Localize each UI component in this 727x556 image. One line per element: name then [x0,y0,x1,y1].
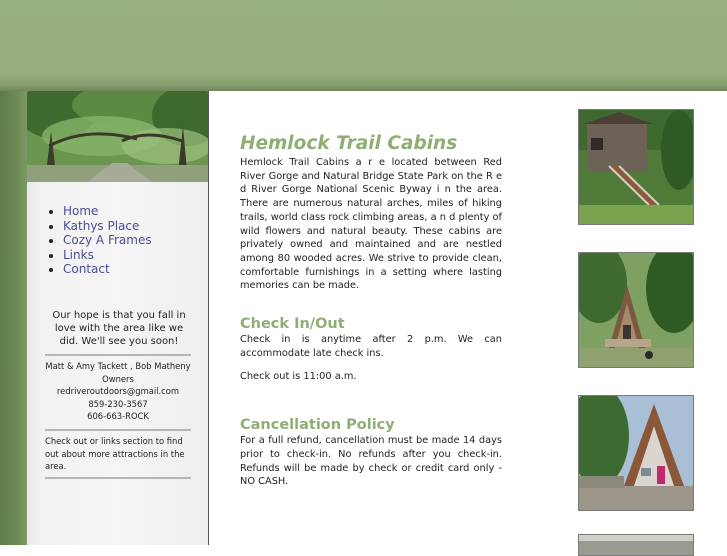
cancellation-heading: Cancellation Policy [240,417,395,434]
nav-item-cozy-a-frames [63,233,152,248]
nav-item-home [63,204,152,219]
cabin-photo[interactable] [578,395,694,511]
divider [45,354,191,356]
nav-item-links [63,248,152,263]
sidebar [27,91,209,545]
contact-email[interactable]: redriveroutdoors@gmail.com [56,386,180,397]
nav-link-kathys-place[interactable]: Kathys Place [63,218,140,233]
main-content [240,132,502,489]
intro-paragraph: Hemlock Trail Cabins a r e located between Red River Gorge and Natural Bridge State Park on the R e d River Gorge National Scenic Byway i n the area. There are numerous natural arches, miles of hiking trails, world class rock climbing areas, a n d plenty of wild flowers and natural beauty. These cabins are privately owned and maintained and are nestled among 80 wooded acres. We strive to provide clean, comfortable furnishings in a setting where lasting memories can be made. [240,157,502,292]
contact-phone-secondary: 606-663-ROCK [87,411,149,422]
attractions-note: Check out or links section to find out about more attractions in the area. [45,436,185,472]
nav-link-contact[interactable]: Contact [63,262,110,277]
contact-info [45,360,191,423]
sidebar-banner-trees-image [27,91,208,182]
nav-link-home[interactable]: Home [63,204,99,218]
cabin-photo[interactable] [578,109,694,225]
checkin-text: Check in is anytime after 2 p.m. We can accommodate late check ins. [240,334,502,359]
site-header [0,0,727,91]
nav-item-contact [63,262,152,277]
checkin-heading: Check In/Out [240,316,345,333]
nav-link-cozy-a-frames[interactable]: Cozy A Frames [63,233,152,248]
nav-link-links[interactable]: Links [63,247,94,262]
welcome-message: Our hope is that you fall in love with the area like we did. We'll see you soon! [52,310,186,347]
nav-item-kathys-place [63,219,152,234]
cancellation-text: For a full refund, cancellation must be made 14 days prior to check-in. No refunds after you check-in. Refunds will be made by check or credit card only - NO CASH. [240,435,502,488]
divider [45,429,191,431]
page-title: Hemlock Trail Cabins [240,133,458,154]
cabin-photo[interactable] [578,252,694,368]
owner-names: Matt & Amy Tackett , Bob Matheny Owners [45,361,191,384]
main-navigation [44,204,152,277]
left-decorative-strip [0,91,27,545]
divider [45,477,191,479]
checkout-text: Check out is 11:00 a.m. [240,371,357,383]
contact-phone-primary: 859-230-3567 [88,398,148,409]
cabin-photo[interactable] [578,534,694,556]
